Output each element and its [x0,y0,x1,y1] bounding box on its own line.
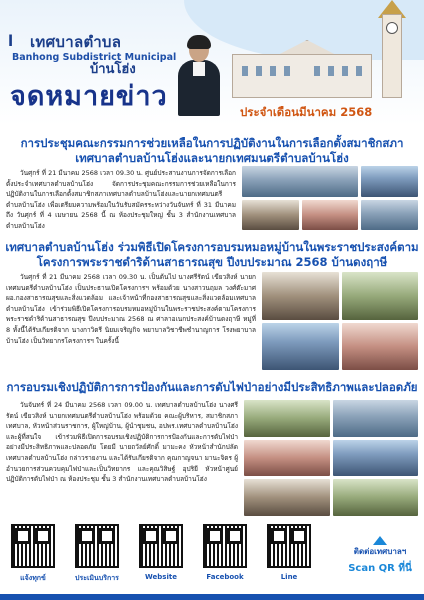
contact-callout [340,532,420,576]
photo [242,166,358,197]
municipality-name-th-2: บ้านโฮ่ง [90,62,136,77]
qr-code-row [8,524,318,594]
qr-complaint[interactable] [8,524,58,584]
qr-label: Website [145,573,177,581]
clock-tower-icon [386,22,398,34]
qr-service-evaluation[interactable] [72,524,122,584]
section-1-photos [242,166,418,230]
section-1-body: วันศุกร์ ที่ 21 มีนาคม 2568 เวลา 09.30 น. ศูนย์ประสานงานการจัดการเลือกตั้งประจำเทศบาลตำบลบ้านโฮ่ง จัดการประชุมคณะกรรมการช่วยเหลือในการปฏิบัติงานในการเลือกตั้งสมาชิกสภาเทศบาลตำบลบ้านโฮ่งและนายกเทศมนตรีตำบลบ้านโฮ่ง เพื่อเตรียมความพร้อมในวันรับสมัครระหว่างวันจันทร์ ที่ 31 มีนาคม ถึง วันศุกร์ ที่ 4 เมษายน 2568 นี้ ณ ห้องประชุมใหญ่ ชั้น 3 สำนักงานเทศบาลตำบลบ้านโฮ่ง [6,169,236,230]
section-1-title: การประชุมคณะกรรมการช่วยเหลือในการปฏิบัติงานในการเลือกตั้งสมาชิกสภาเทศบาลตำบลบ้านโฮ่งและนายกเทศมนตรีตำบลบ้านโฮ่ง [20,136,404,165]
qr-label: ประเมินบริการ [75,574,119,582]
municipality-name-en: Banhong Subdistrict Municipal [12,52,177,63]
section-3-body: วันจันทร์ ที่ 24 มีนาคม 2568 เวลา 09.00 น. เทศบาลตำบลบ้านโฮ่ง นางศรีรัตน์ เขียวสิงห์ นายกเทศมนตรีตำบลบ้านโฮ่ง พร้อมด้วย คณะผู้บริหาร, สมาชิกสภาเทศบาล, หัวหน้าส่วนราชการ, ผู้ใหญ่บ้าน, ผู้นำชุมชน, อปพร.เทศบาลตำบลบ้านโฮ่ง และผู้ที่สนใจ เข้าร่วมพิธีเปิดการอบรมเชิงปฏิบัติการการป้องกันและการดับไฟป่าอย่างมีประสิทธิภาพและปลอดภัย โดยมี นายถวัลย์ศักดิ์ มามะคง หัวหน้าสำนักปลัดเทศบาลตำบลบ้านโฮ่ง กล่าวรายงาน และได้รับเกียรติจาก คุณกาญจนา มานะจิตร ผู้อำนวยการส่วนควบคุมไฟป่าและเป็นวิทยากร และคุณวิสิษฐ์ อุปริยี หัวหน้าศูนย์ปฏิบัติการดับไฟป่า ณ ห้องประชุม ชั้น 3 สำนักงานเทศบาลตำบลบ้านโฮ่ง [6,401,238,484]
photo [302,200,359,231]
newsletter-title: จดหมายข่าว [10,81,168,112]
qr-label: Line [280,573,298,581]
photo [333,400,419,437]
header-banner [0,0,424,125]
photo [342,272,419,320]
municipality-logo-mark: l [8,32,14,50]
qr-facebook[interactable] [200,524,250,581]
section-2-body: วันศุกร์ ที่ 21 มีนาคม 2568 เวลา 09.30 น. เป็นต้นไป นางศรีรัตน์ เขียวสิงห์ นายกเทศมนตรีตำบลบ้านโฮ่ง เป็นประธานเปิดโครงการฯ พร้อมด้วย นางสาวนฤมล วงศ์ต๊ะมาศ ผอ.กองสาธารณสุขและสิ่งแวดล้อม และเจ้าหน้าที่กองสาธารณสุขและสิ่งแวดล้อมเทศบาลตำบลบ้านโฮ่ง เข้าร่วมพิธีเปิดโครงการอบรมหมอหมู่บ้านในพระราชประสงค์ตามโครงการพระราชดำริด้านสาธารณสุข ปีงบประมาณ 2568 ณ ศาลาอเนกประสงค์บ้านดงฤาษี หมู่ที่ 8 ทั้งนี้ได้รับเกียรติจาก นางกาวิตรี นิยมเจริญกิจ พยาบาลวิชาชีพชำนาญการ โรงพยาบาลบ้านโฮ่ง เป็นวิทยากรโครงการฯ ในครั้งนี้ [6,273,256,345]
photo [244,479,330,516]
photo [361,200,418,231]
arrow-up-icon [373,536,387,545]
contact-line-1: ติดต่อเทศบาลฯ [353,547,407,556]
qr-code-icon [203,524,247,568]
qr-label: Facebook [206,573,244,581]
footer-band [0,594,424,600]
photo [242,200,299,231]
photo [244,440,330,477]
photo [333,479,419,516]
qr-website[interactable] [136,524,186,581]
municipality-name-th: เทศบาลตำบล [30,33,122,51]
qr-line[interactable] [264,524,314,581]
mayor-portrait [176,38,222,116]
section-3-title: การอบรมเชิงปฏิบัติการการป้องกันและการดับไฟป่าอย่างมีประสิทธิภาพและปลอดภัย [6,380,418,394]
qr-code-icon [11,524,55,568]
photo [262,323,339,371]
photo [361,166,418,197]
section-3-photos [244,400,418,516]
qr-code-icon [75,524,119,568]
photo [342,323,419,371]
photo [333,440,419,477]
qr-code-icon [267,524,311,568]
qr-code-icon [139,524,183,568]
section-2-photos [262,272,418,370]
photo [244,400,330,437]
month-line: ประจำเดือนมีนาคม 2568 [240,105,373,119]
municipal-building-illustration [232,40,408,98]
section-2-title: เทศบาลตำบลบ้านโฮ่ง ร่วมพิธีเปิดโครงการอบรมหมอหมู่บ้านในพระราชประสงค์ตามโครงการพระราชดำริด้านสาธารณสุข ปีงบประมาณ 2568 บ้านดงฤาษี [5,240,419,269]
contact-line-2: Scan QR ที่นี่ [348,563,412,574]
qr-label: แจ้งทุกข์ [20,574,46,582]
photo [262,272,339,320]
